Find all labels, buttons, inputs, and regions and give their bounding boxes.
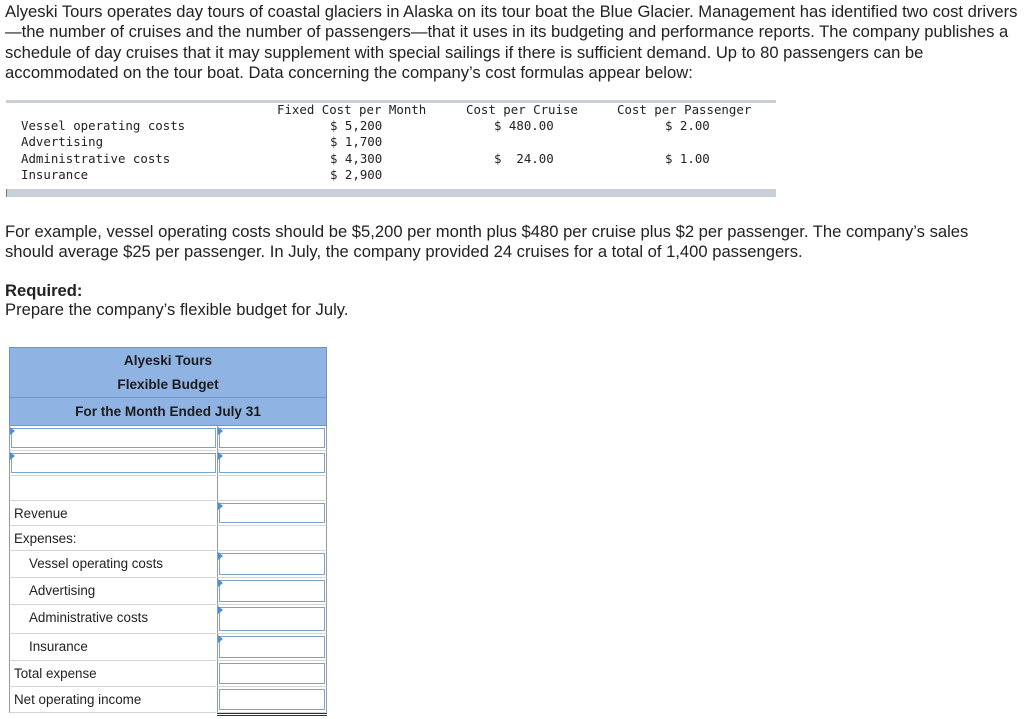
fixed-cost-value: $ 4,300 bbox=[330, 151, 383, 166]
example-paragraph: For example, vessel operating costs should be $5,200 per month plus $480 per cruise plus $2 per passenger. The company’s sales should average $25 per passenger. In July, the company provided 24 cruises for a total of 1,400 passengers. bbox=[5, 222, 969, 262]
spacer-cell bbox=[217, 476, 327, 501]
dropdown-marker-icon bbox=[10, 452, 15, 460]
expenses-blank-cell bbox=[217, 526, 327, 551]
revenue-label: Revenue bbox=[9, 501, 216, 526]
net-income-input[interactable] bbox=[219, 689, 325, 710]
expenses-label: Expenses: bbox=[9, 526, 216, 551]
net-income-label: Net operating income bbox=[9, 687, 216, 713]
total-expense-label: Total expense bbox=[9, 661, 216, 687]
budget-title: Flexible Budget bbox=[9, 373, 327, 398]
expenses-header-row bbox=[9, 526, 327, 551]
double-underline bbox=[217, 713, 327, 716]
input-marker-icon bbox=[218, 427, 223, 435]
activity-value-cell bbox=[217, 451, 327, 476]
revenue-row bbox=[9, 501, 327, 526]
total-expense-cell bbox=[217, 661, 327, 687]
net-income-cell bbox=[217, 687, 327, 713]
spacer-cell bbox=[9, 476, 216, 501]
fixed-cost-value: $ 1,700 bbox=[330, 134, 383, 149]
activity-row bbox=[9, 426, 327, 451]
advertising-label: Advertising bbox=[9, 578, 216, 605]
insurance-row bbox=[9, 634, 327, 661]
activity-label-input[interactable] bbox=[11, 428, 216, 448]
revenue-cell bbox=[217, 501, 327, 526]
budget-company-name: Alyeski Tours bbox=[9, 347, 327, 373]
input-marker-icon bbox=[218, 452, 223, 460]
vessel-row bbox=[9, 551, 327, 578]
input-marker-icon bbox=[218, 502, 223, 510]
table-corner-tick bbox=[6, 189, 7, 197]
input-marker-icon bbox=[218, 606, 223, 614]
administrative-label: Administrative costs bbox=[9, 605, 216, 634]
activity-label-input[interactable] bbox=[11, 453, 216, 473]
total-expense-row bbox=[9, 661, 327, 687]
advertising-row bbox=[9, 578, 327, 605]
input-marker-icon bbox=[218, 579, 223, 587]
header-cost-per-passenger: Cost per Passenger bbox=[617, 102, 752, 117]
net-income-row bbox=[9, 687, 327, 713]
row-label: Administrative costs bbox=[21, 151, 171, 166]
cost-formula-table bbox=[6, 100, 776, 197]
total-expense-input[interactable] bbox=[219, 663, 325, 684]
table-bottom-border bbox=[6, 189, 776, 197]
header-fixed-cost: Fixed Cost per Month bbox=[277, 102, 427, 117]
cruise-cost-value: $ 24.00 bbox=[494, 151, 554, 166]
flexible-budget-table bbox=[9, 347, 327, 713]
activity-value-cell bbox=[217, 426, 327, 451]
input-marker-icon bbox=[218, 552, 223, 560]
fixed-cost-value: $ 2,900 bbox=[330, 167, 383, 182]
row-label: Vessel operating costs bbox=[21, 118, 186, 133]
spacer-row bbox=[9, 476, 327, 501]
activity-value-input[interactable] bbox=[219, 453, 325, 473]
required-heading: Required: bbox=[5, 281, 83, 300]
administrative-cell bbox=[217, 605, 327, 634]
problem-intro: Alyeski Tours operates day tours of coastal glaciers in Alaska on its tour boat the Blue Glacier. Management has identified two cost drivers—the number of cruises and the number of passengers—that it uses in its budgeting and performance reports. The company publishes a schedule of day cruises that it may supplement with special sailings if there is sufficient demand. Up to 80 passengers can be accommodated on the tour boat. Data concerning the company’s cost formulas appear below: bbox=[5, 2, 1018, 83]
fixed-cost-value: $ 5,200 bbox=[330, 118, 383, 133]
activity-label-cell bbox=[9, 426, 216, 451]
cruise-cost-value: $ 480.00 bbox=[494, 118, 554, 133]
activity-value-input[interactable] bbox=[219, 428, 325, 448]
header-cost-per-cruise: Cost per Cruise bbox=[466, 102, 578, 117]
insurance-input[interactable] bbox=[219, 636, 325, 658]
administrative-input[interactable] bbox=[219, 607, 325, 631]
required-text: Prepare the company’s flexible budget for July. bbox=[5, 300, 349, 319]
insurance-cell bbox=[217, 634, 327, 661]
row-label: Insurance bbox=[21, 167, 89, 182]
advertising-input[interactable] bbox=[219, 580, 325, 602]
budget-period: For the Month Ended July 31 bbox=[9, 398, 327, 426]
dropdown-marker-icon bbox=[10, 427, 15, 435]
revenue-input[interactable] bbox=[219, 503, 325, 523]
administrative-row bbox=[9, 605, 327, 634]
passenger-cost-value: $ 1.00 bbox=[665, 151, 710, 166]
insurance-label: Insurance bbox=[9, 634, 216, 661]
activity-row bbox=[9, 451, 327, 476]
vessel-label: Vessel operating costs bbox=[9, 551, 216, 578]
vessel-cell bbox=[217, 551, 327, 578]
passenger-cost-value: $ 2.00 bbox=[665, 118, 710, 133]
row-label: Advertising bbox=[21, 134, 104, 149]
input-marker-icon bbox=[218, 635, 223, 643]
activity-label-cell bbox=[9, 451, 216, 476]
advertising-cell bbox=[217, 578, 327, 605]
vessel-input[interactable] bbox=[219, 553, 325, 575]
